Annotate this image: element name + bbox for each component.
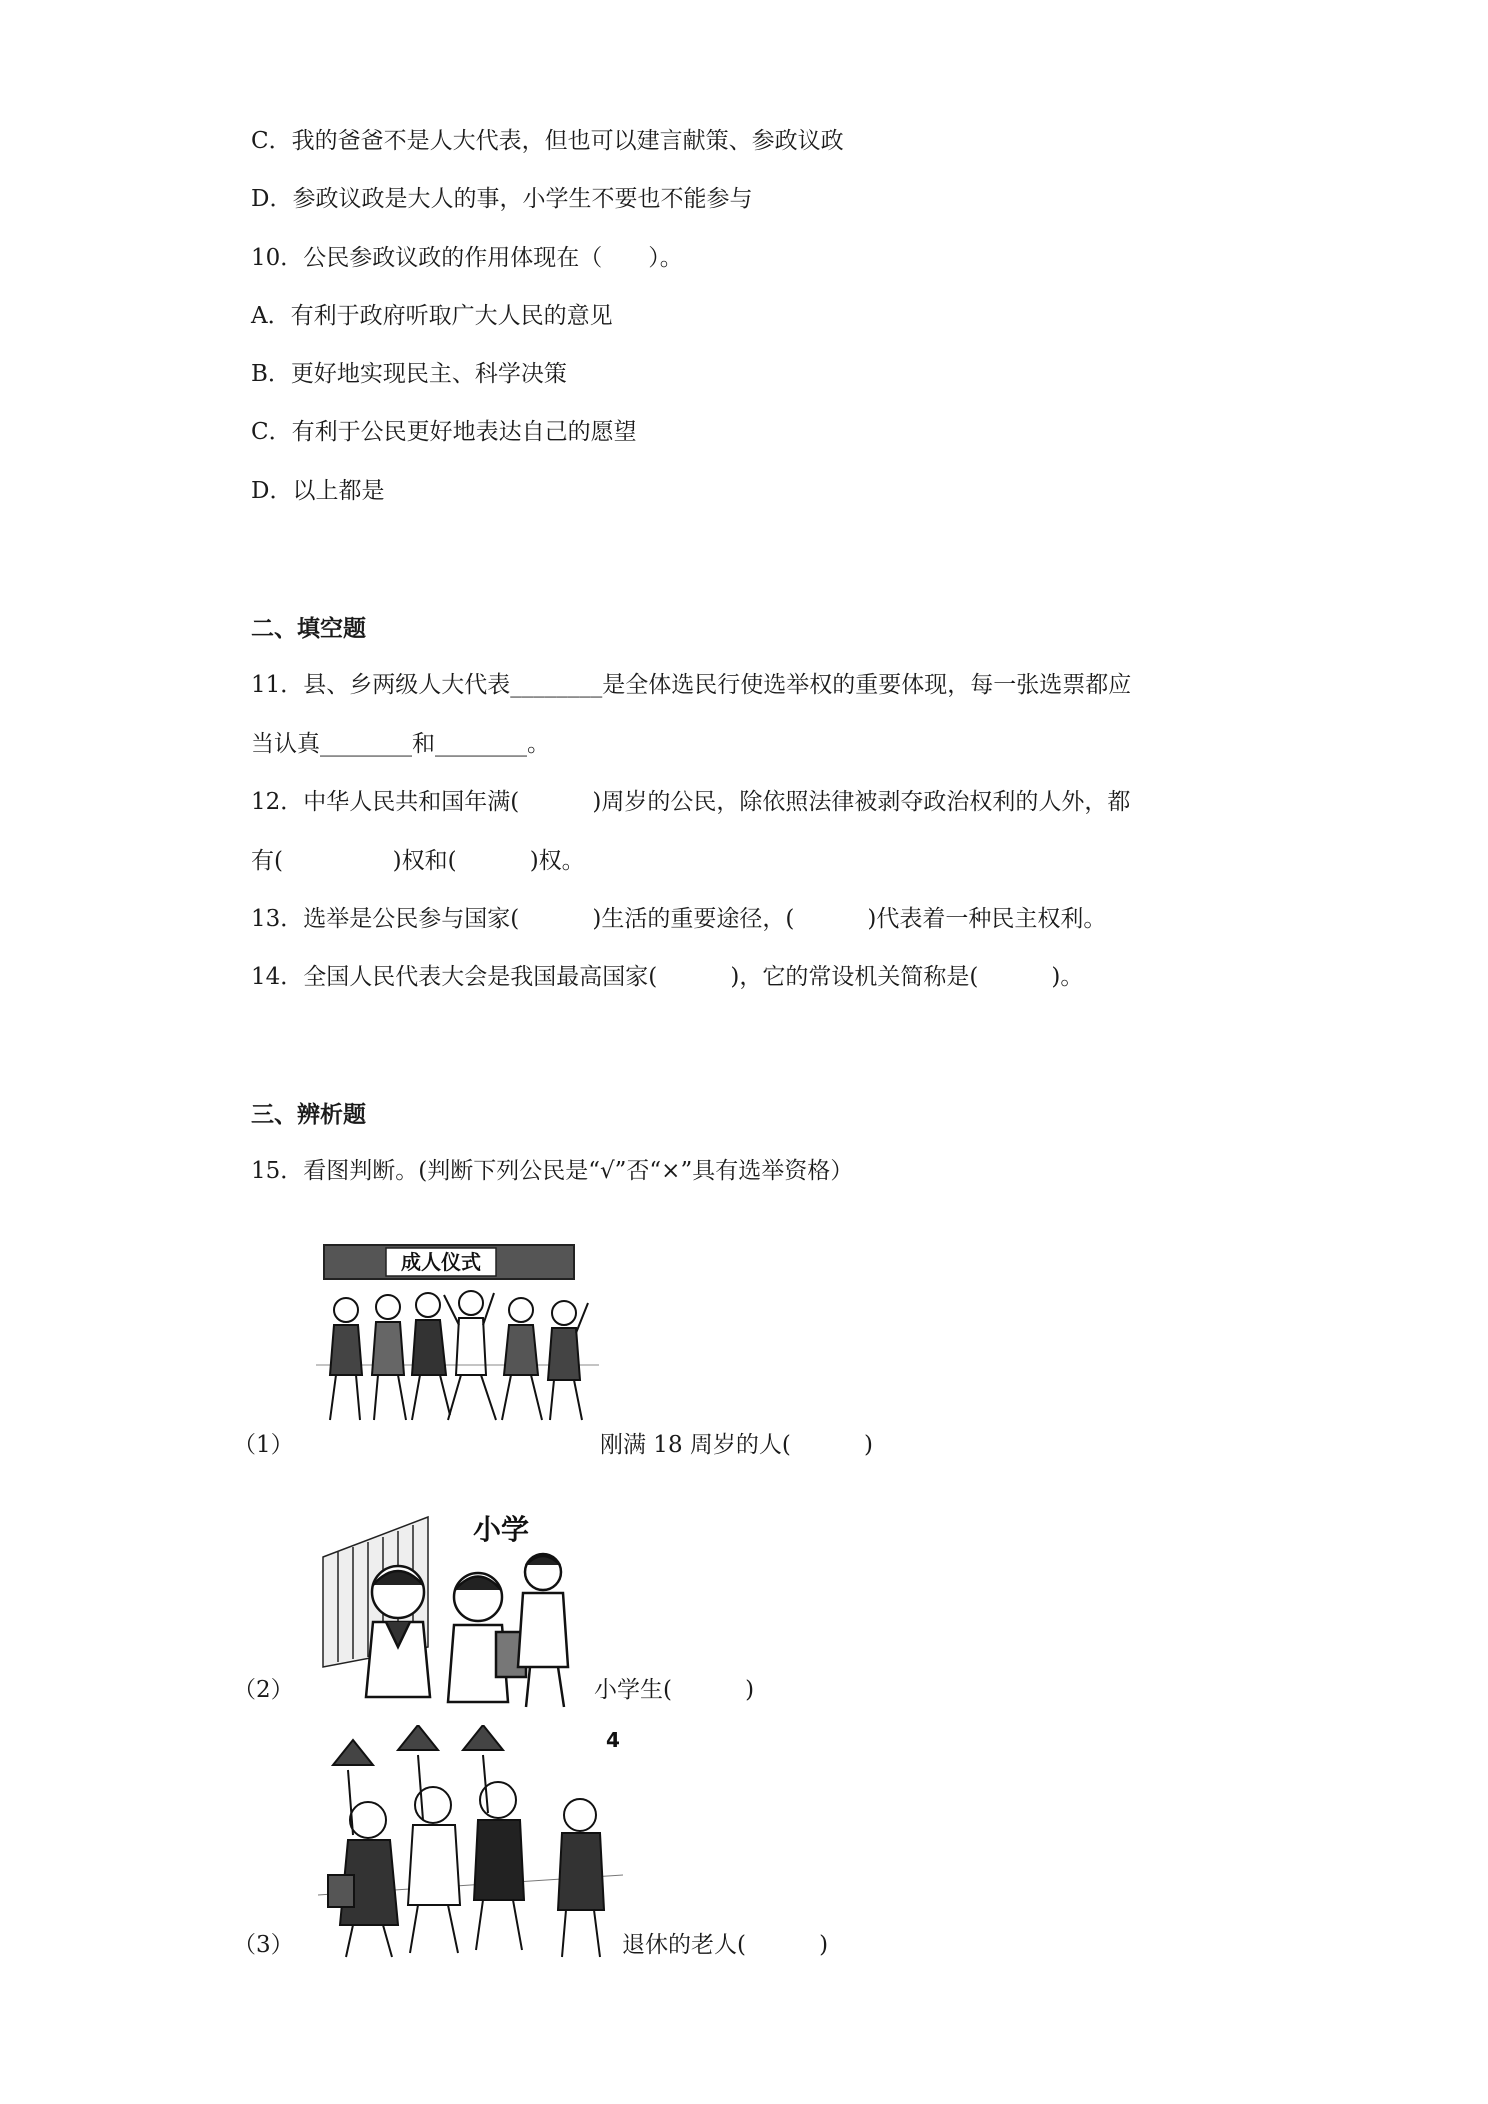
q12-line2: 有( )权和( )权。 <box>251 848 585 874</box>
school-sign-text: 小学 <box>473 1513 530 1546</box>
q9-option-d: D．参政议政是大人的事，小学生不要也不能参与 <box>251 186 753 212</box>
q12-line1: 12．中华人民共和国年满( )周岁的公民，除依照法律被剥夺政治权利的人外，都 <box>251 789 1131 815</box>
item1-caption: 刚满 18 周岁的人( ) <box>600 1432 873 1458</box>
section3-heading: 三、辨析题 <box>251 1101 366 1128</box>
q11-line1: 11．县、乡两级人大代表________是全体选民行使选举权的重要体现，每一张选票都应 <box>251 672 1132 698</box>
item1-number: （1） <box>233 1432 294 1458</box>
corner-mark-text: 4 <box>606 1728 620 1752</box>
item2-number: （2） <box>233 1677 294 1703</box>
q10-option-b: B．更好地实现民主、科学决策 <box>251 361 567 387</box>
retired-elders-illustration <box>318 1725 623 1963</box>
section2-heading: 二、填空题 <box>251 615 366 642</box>
q9-option-c: C．我的爸爸不是人大代表，但也可以建言献策、参政议政 <box>251 128 844 154</box>
q10-option-a: A．有利于政府听取广大人民的意见 <box>251 303 613 329</box>
schoolchildren-illustration <box>318 1497 593 1709</box>
q15-stem: 15．看图判断。(判断下列公民是“√”否“×”具有选举资格） <box>251 1158 854 1184</box>
q10-option-d: D．以上都是 <box>251 478 385 504</box>
q14: 14．全国人民代表大会是我国最高国家( )，它的常设机关简称是( )。 <box>251 964 1084 990</box>
q10-stem: 10．公民参政议政的作用体现在（ ）。 <box>251 245 683 271</box>
coming-of-age-illustration <box>316 1215 599 1436</box>
item3-caption: 退休的老人( ) <box>622 1932 829 1958</box>
item2-caption: 小学生( ) <box>594 1677 755 1703</box>
banner-text: 成人仪式 <box>401 1250 481 1274</box>
q13: 13．选举是公民参与国家( )生活的重要途径，( )代表着一种民主权利。 <box>251 906 1107 932</box>
q11-line2: 当认真________和________。 <box>251 731 550 757</box>
item3-number: （3） <box>233 1932 294 1958</box>
q10-option-c: C．有利于公民更好地表达自己的愿望 <box>251 419 637 445</box>
